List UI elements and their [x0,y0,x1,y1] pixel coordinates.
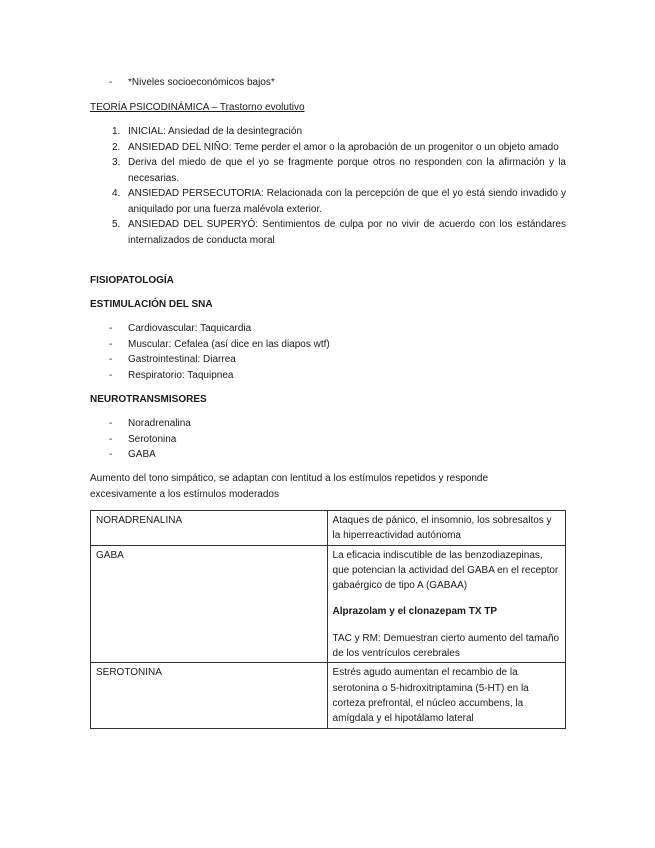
list-item [90,217,566,248]
list-item: - Cardiovascular: Taquicardia [90,321,566,337]
theory-heading: TEORÍA PSICODINÁMICA – Trastorno evolutivo [90,102,305,113]
list-number: 1. [112,126,121,137]
theory-numbered-list [90,124,566,248]
list-item [90,155,566,186]
list-text: ANSIEDAD PERSECUTORIA: Relacionada con la percepción de que el yo está siendo invadido y aniquilado por una fuerza malévola exterior. [128,188,566,215]
table-row [91,511,566,546]
neurotransmitters-heading: NEUROTRANSMISORES [90,394,207,405]
table-row [91,545,566,663]
list-item: - Respiratorio: Taquipnea [90,368,566,384]
list-item [90,140,566,156]
list-text: INICIAL: Ansiedad de la desintegración [128,126,302,137]
table-cell-description: Estrés agudo aumentan el recambio de la serotonina o 5-hidroxitriptamina (5-HT) en la corteza prefrontal, el núcleo accumbens, la amígdala y el hipotálamo lateral [327,663,565,728]
list-number: 2. [112,141,121,153]
neurotransmitters-list [90,416,566,463]
list-item: - Muscular: Cefalea (así dice en las diapos wtf) [90,337,566,353]
list-text: Deriva del miedo de que el yo se fragmente porque otros no responden con la afirmación y la necesarias. [128,157,566,184]
cell-text: La eficacia indiscutible de las benzodiazepinas, que potencian la actividad del GABA en el receptor gabaérgico de tipo A (GABAA) [332,549,559,592]
fisiopatologia-heading: FISIOPATOLOGÍA [90,275,174,286]
table-cell-description [327,545,565,663]
list-item [90,186,566,217]
list-number: 4. [112,188,121,199]
list-number: 3. [112,157,121,168]
list-text: ANSIEDAD DEL NIÑO: Teme perder el amor o la aprobación de un progenitor o un objeto amado [128,141,559,153]
list-number: 5. [112,219,121,230]
table-cell-name: GABA [91,545,328,663]
cell-text: TAC y RM: Demuestran cierto aumento del tamaño de los ventrículos cerebrales [332,632,560,660]
neurotransmitter-table [90,510,566,729]
cell-bold-text: Alprazolam y el clonazepam TX TP [332,606,498,618]
table-cell-description: Ataques de pánico, el insomnio, los sobresaltos y la hiperreactividad autónoma [327,511,565,546]
sna-list [90,321,566,383]
sna-heading: ESTIMULACIÓN DEL SNA [90,299,213,310]
table-cell-name: SEROTONINA [91,663,328,728]
top-bullet-list [90,75,566,91]
list-item [90,124,566,140]
list-item: - Gastrointestinal: Diarrea [90,352,566,368]
list-item: - GABA [90,447,566,463]
sympathetic-paragraph: Aumento del tono simpático, se adaptan con lentitud a los estímulos repetidos y responde excesivamente a los estímulos moderados [90,473,489,500]
list-item: - *Niveles socioeconómicos bajos* [90,75,566,91]
table-cell-name: NORADRENALINA [91,511,328,546]
table-row [91,663,566,728]
list-item: - Noradrenalina [90,416,566,432]
list-item: - Serotonina [90,432,566,448]
list-text: ANSIEDAD DEL SUPERYÓ: Sentimientos de culpa por no vivir de acuerdo con los estándares internalizados de conducta moral [128,219,566,246]
